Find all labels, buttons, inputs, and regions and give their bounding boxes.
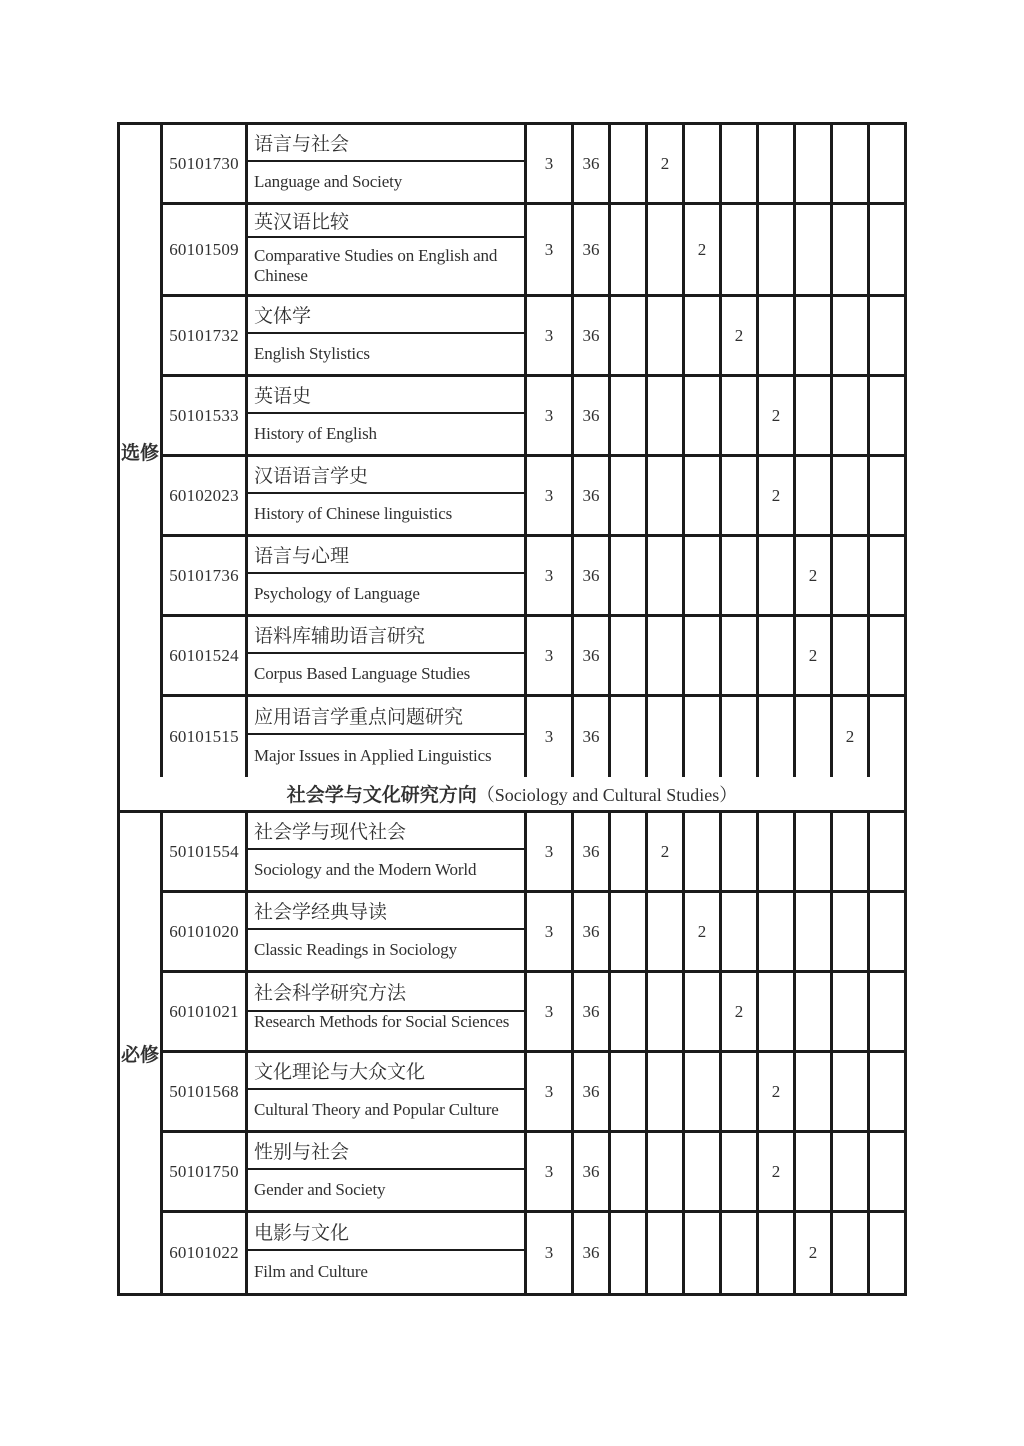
semester-cell-3	[685, 1213, 722, 1293]
course-row	[163, 1133, 904, 1213]
course-hours: 36	[574, 205, 611, 294]
category-label: 选修	[120, 442, 159, 464]
semester-cell-8	[870, 457, 904, 534]
course-name-en: Sociology and the Modern World	[254, 859, 477, 879]
semester-cell-7	[833, 537, 870, 614]
semester-cell-3	[685, 697, 722, 777]
semester-cell-3: 2	[685, 893, 722, 970]
semester-cell-5	[759, 813, 796, 890]
course-name-zh: 性别与社会	[248, 1133, 524, 1170]
curriculum-table	[117, 122, 907, 1296]
semester-cell-4	[722, 457, 759, 534]
semester-cell-6	[796, 973, 833, 1050]
semester-cell-3	[685, 1053, 722, 1130]
course-credits: 3	[527, 1133, 574, 1210]
semester-cell-4	[722, 377, 759, 454]
course-name-en: Psychology of Language	[254, 583, 420, 603]
semester-cell-8	[870, 973, 904, 1050]
semester-cell-4: 2	[722, 973, 759, 1050]
semester-cell-4	[722, 205, 759, 294]
course-name-cell	[248, 297, 527, 374]
course-row	[163, 297, 904, 377]
semester-cell-5	[759, 617, 796, 694]
semester-cell-6	[796, 125, 833, 202]
course-hours: 36	[574, 537, 611, 614]
semester-cell-8	[870, 377, 904, 454]
course-credits: 3	[527, 125, 574, 202]
semester-cell-2	[648, 457, 685, 534]
semester-cell-7: 2	[833, 697, 870, 777]
semester-cell-1	[611, 297, 648, 374]
course-name-zh: 应用语言学重点问题研究	[248, 697, 524, 735]
course-code: 50101568	[163, 1053, 248, 1130]
course-name-en: Research Methods for Social Sciences	[254, 1011, 510, 1031]
course-row	[163, 1053, 904, 1133]
semester-cell-8	[870, 1053, 904, 1130]
course-row	[163, 377, 904, 457]
semester-cell-5: 2	[759, 457, 796, 534]
semester-cell-1	[611, 697, 648, 777]
semester-cell-4	[722, 1133, 759, 1210]
course-hours: 36	[574, 377, 611, 454]
course-credits: 3	[527, 813, 574, 890]
semester-cell-5	[759, 697, 796, 777]
course-name-en: English Stylistics	[254, 343, 370, 363]
semester-cell-3: 2	[685, 205, 722, 294]
semester-cell-5: 2	[759, 377, 796, 454]
semester-cell-5	[759, 1213, 796, 1293]
semester-cell-2	[648, 617, 685, 694]
course-hours: 36	[574, 1053, 611, 1130]
course-row	[163, 125, 904, 205]
section-divider	[120, 777, 904, 813]
semester-cell-7	[833, 813, 870, 890]
course-row	[163, 813, 904, 893]
semester-cell-6	[796, 297, 833, 374]
course-credits: 3	[527, 537, 574, 614]
course-name-cell	[248, 697, 527, 777]
course-code: 60101022	[163, 1213, 248, 1293]
semester-cell-3	[685, 125, 722, 202]
semester-cell-1	[611, 1213, 648, 1293]
course-name-zh: 社会学经典导读	[248, 893, 524, 930]
course-name-en: History of Chinese linguistics	[254, 503, 453, 523]
course-row	[163, 697, 904, 777]
course-name-zh: 语料库辅助语言研究	[248, 617, 524, 654]
semester-cell-7	[833, 893, 870, 970]
course-credits: 3	[527, 1053, 574, 1130]
course-name-zh: 语言与社会	[248, 125, 524, 162]
semester-cell-8	[870, 125, 904, 202]
semester-cell-4	[722, 1053, 759, 1130]
semester-cell-4	[722, 125, 759, 202]
semester-cell-6	[796, 1133, 833, 1210]
course-name-zh: 英语史	[248, 377, 524, 414]
course-name-cell	[248, 973, 527, 1050]
course-row	[163, 617, 904, 697]
course-name-zh: 文体学	[248, 297, 524, 334]
course-name-zh: 语言与心理	[248, 537, 524, 574]
course-credits: 3	[527, 297, 574, 374]
course-hours: 36	[574, 617, 611, 694]
course-name-zh: 文化理论与大众文化	[248, 1053, 524, 1090]
semester-cell-2	[648, 1213, 685, 1293]
course-code: 50101730	[163, 125, 248, 202]
course-code: 50101554	[163, 813, 248, 890]
semester-cell-3	[685, 377, 722, 454]
semester-cell-3	[685, 457, 722, 534]
semester-cell-2	[648, 893, 685, 970]
semester-cell-2	[648, 973, 685, 1050]
semester-cell-5	[759, 125, 796, 202]
semester-cell-4: 2	[722, 297, 759, 374]
course-name-cell	[248, 377, 527, 454]
course-name-en: Language and Society	[254, 171, 403, 191]
semester-cell-7	[833, 973, 870, 1050]
course-name-zh: 电影与文化	[248, 1213, 524, 1251]
course-code: 50101750	[163, 1133, 248, 1210]
semester-cell-8	[870, 617, 904, 694]
course-name-en: Corpus Based Language Studies	[254, 663, 471, 683]
semester-cell-3	[685, 297, 722, 374]
semester-cell-8	[870, 697, 904, 777]
semester-cell-5	[759, 893, 796, 970]
course-hours: 36	[574, 1213, 611, 1293]
semester-cell-3	[685, 973, 722, 1050]
semester-cell-4	[722, 1213, 759, 1293]
course-hours: 36	[574, 125, 611, 202]
semester-cell-5	[759, 973, 796, 1050]
course-name-en: Comparative Studies on English and Chinese	[254, 245, 498, 285]
course-row	[163, 893, 904, 973]
semester-cell-4	[722, 893, 759, 970]
semester-cell-6	[796, 813, 833, 890]
semester-cell-7	[833, 205, 870, 294]
semester-cell-2: 2	[648, 813, 685, 890]
elective-section-host	[120, 125, 904, 777]
semester-cell-5: 2	[759, 1133, 796, 1210]
course-credits: 3	[527, 377, 574, 454]
semester-cell-2	[648, 377, 685, 454]
category-cell	[120, 125, 163, 777]
semester-cell-1	[611, 457, 648, 534]
course-code: 60102023	[163, 457, 248, 534]
semester-cell-1	[611, 1053, 648, 1130]
semester-cell-1	[611, 377, 648, 454]
semester-cell-5	[759, 205, 796, 294]
semester-cell-7	[833, 617, 870, 694]
course-credits: 3	[527, 973, 574, 1050]
course-hours: 36	[574, 813, 611, 890]
semester-cell-6	[796, 377, 833, 454]
semester-cell-3	[685, 813, 722, 890]
course-code: 60101021	[163, 973, 248, 1050]
semester-cell-6: 2	[796, 1213, 833, 1293]
category-cell	[120, 813, 163, 1293]
semester-cell-7	[833, 125, 870, 202]
semester-cell-6	[796, 893, 833, 970]
course-hours: 36	[574, 457, 611, 534]
semester-cell-7	[833, 1213, 870, 1293]
course-code: 50101732	[163, 297, 248, 374]
course-name-cell	[248, 457, 527, 534]
course-code: 60101524	[163, 617, 248, 694]
semester-cell-2	[648, 297, 685, 374]
semester-cell-6	[796, 457, 833, 534]
semester-cell-1	[611, 893, 648, 970]
course-row	[163, 457, 904, 537]
semester-cell-4	[722, 697, 759, 777]
semester-cell-2	[648, 537, 685, 614]
course-code: 60101509	[163, 205, 248, 294]
course-name-en: Cultural Theory and Popular Culture	[254, 1099, 499, 1119]
course-name-cell	[248, 205, 527, 294]
course-name-cell	[248, 125, 527, 202]
course-row	[163, 1213, 904, 1293]
course-name-zh: 社会学与现代社会	[248, 813, 524, 850]
semester-cell-8	[870, 1213, 904, 1293]
course-name-cell	[248, 1053, 527, 1130]
course-code: 60101020	[163, 893, 248, 970]
semester-cell-7	[833, 377, 870, 454]
semester-cell-6	[796, 1053, 833, 1130]
semester-cell-5	[759, 537, 796, 614]
semester-cell-8	[870, 1133, 904, 1210]
semester-cell-4	[722, 537, 759, 614]
course-code: 60101515	[163, 697, 248, 777]
semester-cell-2	[648, 697, 685, 777]
semester-cell-2	[648, 1053, 685, 1130]
course-code: 50101533	[163, 377, 248, 454]
course-hours: 36	[574, 697, 611, 777]
course-row	[163, 537, 904, 617]
course-name-en: Film and Culture	[254, 1262, 368, 1282]
semester-cell-3	[685, 1133, 722, 1210]
divider-title-en: （Sociology and Cultural Studies）	[476, 784, 738, 805]
semester-cell-6	[796, 697, 833, 777]
course-section	[120, 813, 904, 1293]
course-name-cell	[248, 1133, 527, 1210]
course-name-zh: 英汉语比较	[248, 205, 524, 238]
section-rows	[163, 125, 904, 777]
course-hours: 36	[574, 297, 611, 374]
semester-cell-5	[759, 297, 796, 374]
semester-cell-7	[833, 1053, 870, 1130]
semester-cell-8	[870, 893, 904, 970]
semester-cell-1	[611, 1133, 648, 1210]
course-credits: 3	[527, 893, 574, 970]
semester-cell-4	[722, 617, 759, 694]
semester-cell-8	[870, 813, 904, 890]
semester-cell-3	[685, 537, 722, 614]
semester-cell-1	[611, 537, 648, 614]
course-name-en: Gender and Society	[254, 1179, 386, 1199]
semester-cell-8	[870, 205, 904, 294]
course-hours: 36	[574, 973, 611, 1050]
course-credits: 3	[527, 617, 574, 694]
required-section-host	[120, 813, 904, 1293]
semester-cell-7	[833, 1133, 870, 1210]
semester-cell-8	[870, 297, 904, 374]
semester-cell-1	[611, 205, 648, 294]
course-hours: 36	[574, 893, 611, 970]
course-credits: 3	[527, 457, 574, 534]
semester-cell-7	[833, 297, 870, 374]
semester-cell-1	[611, 973, 648, 1050]
course-row	[163, 205, 904, 297]
course-name-en: Classic Readings in Sociology	[254, 939, 457, 959]
course-hours: 36	[574, 1133, 611, 1210]
course-name-cell	[248, 617, 527, 694]
section-rows	[163, 813, 904, 1293]
course-name-zh: 社会科学研究方法	[248, 973, 524, 1012]
semester-cell-4	[722, 813, 759, 890]
semester-cell-1	[611, 813, 648, 890]
course-name-cell	[248, 893, 527, 970]
semester-cell-1	[611, 617, 648, 694]
semester-cell-8	[870, 537, 904, 614]
course-row	[163, 973, 904, 1053]
course-section	[120, 125, 904, 777]
course-code: 50101736	[163, 537, 248, 614]
semester-cell-2	[648, 205, 685, 294]
semester-cell-1	[611, 125, 648, 202]
course-name-zh: 汉语语言学史	[248, 457, 524, 494]
semester-cell-3	[685, 617, 722, 694]
semester-cell-6: 2	[796, 537, 833, 614]
semester-cell-6: 2	[796, 617, 833, 694]
semester-cell-2	[648, 1133, 685, 1210]
semester-cell-7	[833, 457, 870, 534]
semester-cell-5: 2	[759, 1053, 796, 1130]
course-credits: 3	[527, 697, 574, 777]
semester-cell-2: 2	[648, 125, 685, 202]
course-name-cell	[248, 537, 527, 614]
semester-cell-6	[796, 205, 833, 294]
course-name-en: History of English	[254, 423, 377, 443]
course-name-en: Major Issues in Applied Linguistics	[254, 746, 492, 766]
category-label: 必修	[120, 1044, 159, 1066]
divider-title-zh: 社会学与文化研究方向	[286, 785, 477, 806]
course-credits: 3	[527, 205, 574, 294]
course-name-cell	[248, 1213, 527, 1293]
course-name-cell	[248, 813, 527, 890]
course-credits: 3	[527, 1213, 574, 1293]
